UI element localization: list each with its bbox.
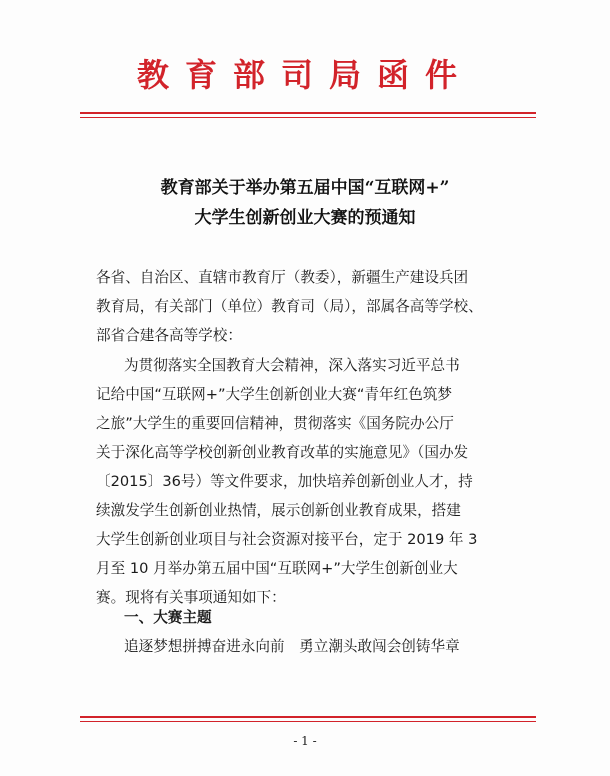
page-number: - 1 -: [293, 734, 317, 748]
body-line-3: 之旅”大学生的重要回信精神，贯彻落实《国务院办公厅: [96, 415, 454, 432]
body-line-4: 关于深化高等学校创新创业教育改革的实施意见》（国办发: [96, 444, 469, 461]
body-line-2: 记给中国“互联网+”大学生创新创业大赛“青年红色筑梦: [96, 386, 452, 403]
body-line-6: 续激发学生创新创业热情，展示创新创业教育成果，搭建: [96, 502, 461, 519]
section-heading-theme: 一、大赛主题: [124, 609, 212, 626]
footer-rule-thin: [80, 721, 536, 722]
addressee-line-2: 教育局，有关部门（单位）教育司（局），部属各高等学校、: [96, 298, 483, 315]
section-content-theme: 追逐梦想拼搏奋进永向前 勇立潮头敢闯会创铸华章: [124, 638, 460, 655]
addressee-line-3: 部省合建各高等学校：: [96, 327, 242, 344]
body-line-1: 为贯彻落实全国教育大会精神，深入落实习近平总书: [124, 357, 460, 374]
body-line-7: 大学生创新创业项目与社会资源对接平台，定于 2019 年 3: [96, 531, 478, 548]
letterhead-rule-thick: [80, 112, 536, 114]
body-line-9: 赛。现将有关事项通知如下：: [96, 589, 286, 606]
document-title-line-2: 大学生创新创业大赛的预通知: [194, 208, 416, 228]
addressee-line-1: 各省、自治区、直辖市教育厅（教委），新疆生产建设兵团: [96, 269, 469, 286]
document-title-line-1: 教育部关于举办第五届中国“互联网+”: [160, 178, 450, 198]
footer-rule-thick: [80, 716, 536, 718]
letterhead-title: 教育部司局函件: [136, 56, 473, 94]
letterhead-rule-thin: [80, 117, 536, 118]
body-line-8: 月至 10 月举办第五届中国“互联网+”大学生创新创业大: [96, 560, 458, 577]
body-line-5: 〔2015〕36号）等文件要求，加快培养创新创业人才，持: [96, 473, 473, 490]
